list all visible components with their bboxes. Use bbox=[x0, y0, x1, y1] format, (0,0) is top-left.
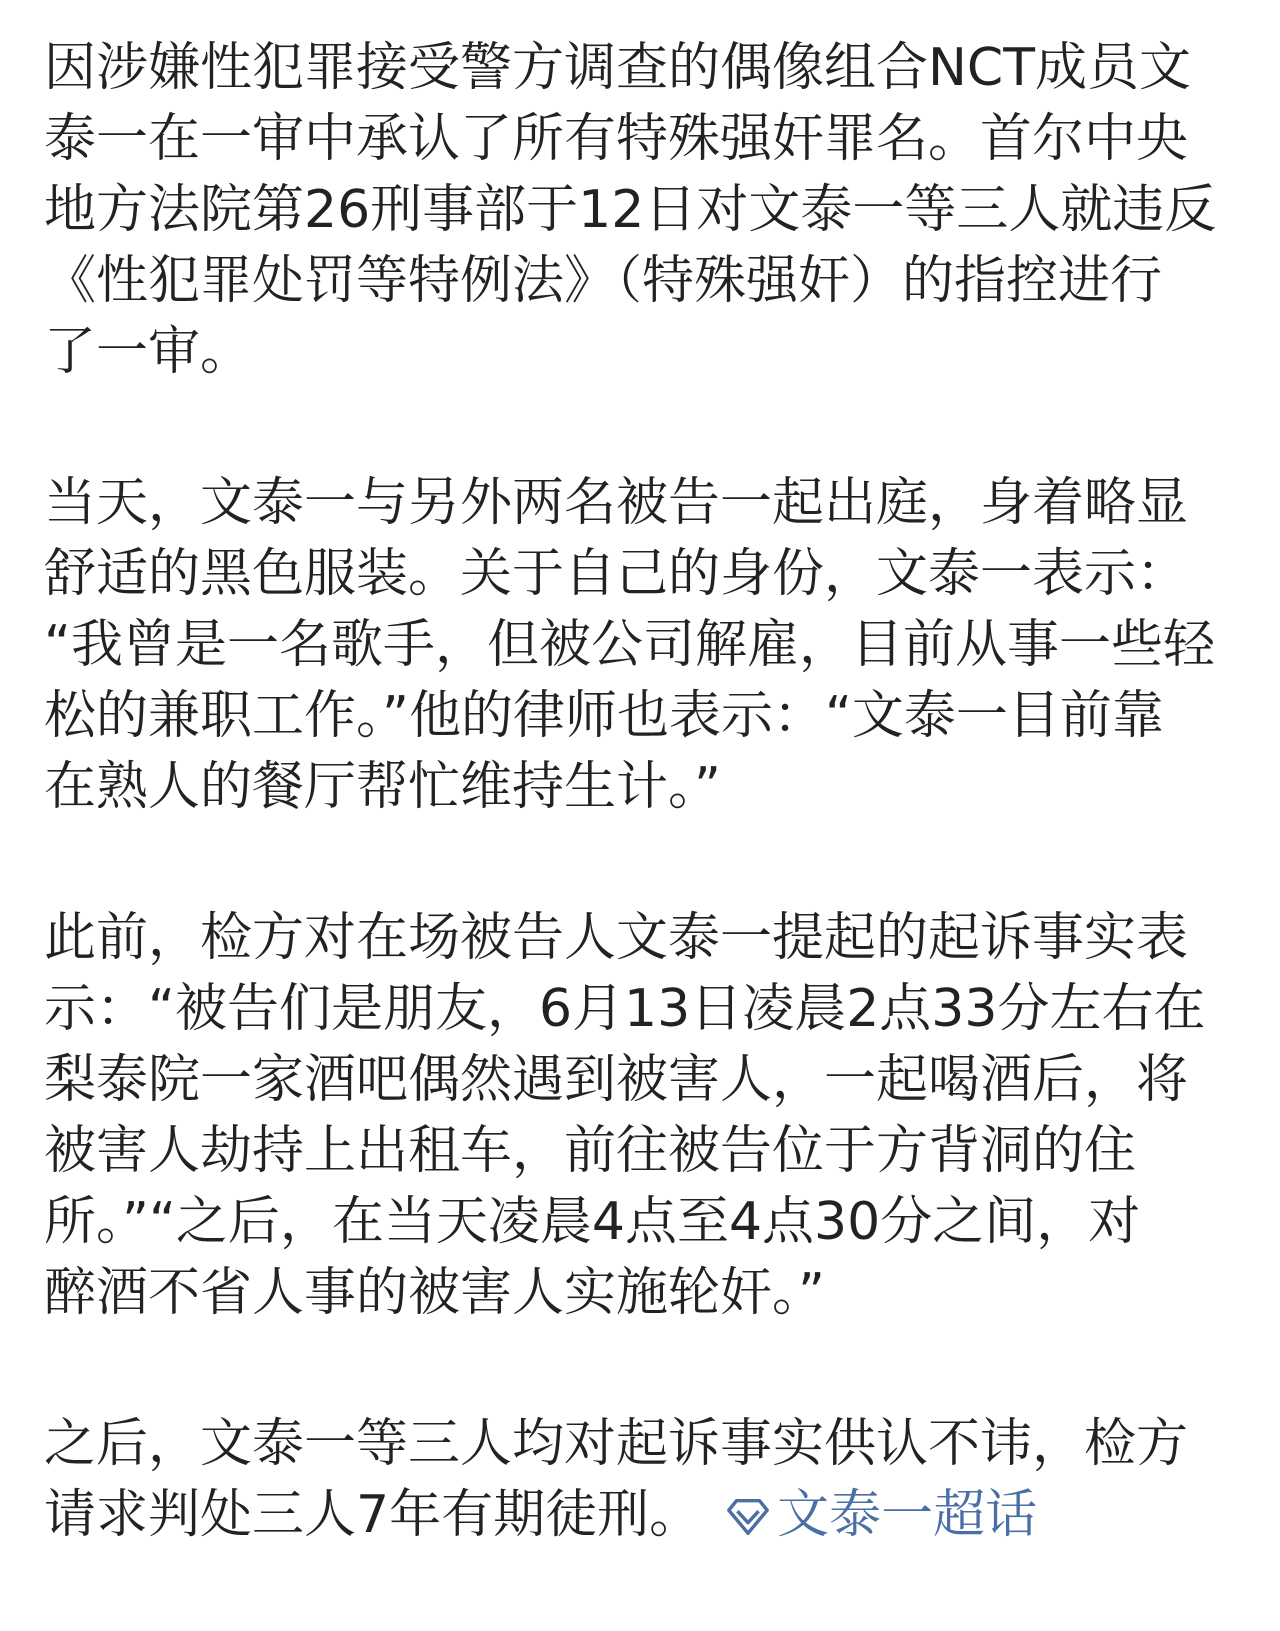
text-line bbox=[44, 1480, 1244, 1551]
text-line: 《性犯罪处罚等特例法》（特殊强奸）的指控进行 bbox=[44, 251, 1163, 311]
paragraph-1 bbox=[44, 33, 1244, 388]
text-line: 之后，文泰一等三人均对起诉事实供认不讳，检方 bbox=[44, 1414, 1189, 1474]
text-line: 因涉嫌性犯罪接受警方调查的偶像组合NCT成员文 bbox=[44, 38, 1191, 98]
text-line: 地方法院第26刑事部于12日对文泰一等三人就违反 bbox=[44, 180, 1217, 240]
text-line: 当天，文泰一与另外两名被告一起出庭，身着略显 bbox=[44, 473, 1189, 533]
text-line: 醉酒不省人事的被害人实施轮奸。” bbox=[44, 1263, 825, 1323]
text-line: “我曾是一名歌手，但被公司解雇，目前从事一些轻 bbox=[44, 615, 1215, 675]
text-line: 示：“被告们是朋友，6月13日凌晨2点33分左右在 bbox=[44, 979, 1206, 1039]
article-body bbox=[44, 33, 1244, 1631]
text-line: 此前，检方对在场被告人文泰一提起的起诉事实表 bbox=[44, 908, 1189, 968]
text-line: 被害人劫持上出租车，前往被告位于方背洞的住 bbox=[44, 1121, 1137, 1181]
text-line: 松的兼职工作。”他的律师也表示：“文泰一目前靠 bbox=[44, 686, 1164, 746]
topic-link-label: 文泰一超话 bbox=[777, 1485, 1038, 1545]
text-line: 舒适的黑色服装。关于自己的身份，文泰一表示： bbox=[44, 544, 1189, 604]
text-line: 梨泰院一家酒吧偶然遇到被害人，一起喝酒后，将 bbox=[44, 1050, 1189, 1110]
paragraph-3 bbox=[44, 903, 1244, 1329]
text-line-content: 请求判处三人7年有期徒刑。 bbox=[44, 1485, 702, 1545]
text-line: 泰一在一审中承认了所有特殊强奸罪名。首尔中央 bbox=[44, 109, 1189, 169]
text-line: 了一审。 bbox=[44, 322, 253, 382]
paragraph-4 bbox=[44, 1409, 1244, 1551]
diamond-icon bbox=[725, 1493, 771, 1539]
paragraph-2 bbox=[44, 468, 1244, 823]
topic-link[interactable] bbox=[725, 1480, 1037, 1551]
text-line: 在熟人的餐厅帮忙维持生计。” bbox=[44, 757, 721, 817]
text-line: 所。”“之后，在当天凌晨4点至4点30分之间，对 bbox=[44, 1192, 1141, 1252]
